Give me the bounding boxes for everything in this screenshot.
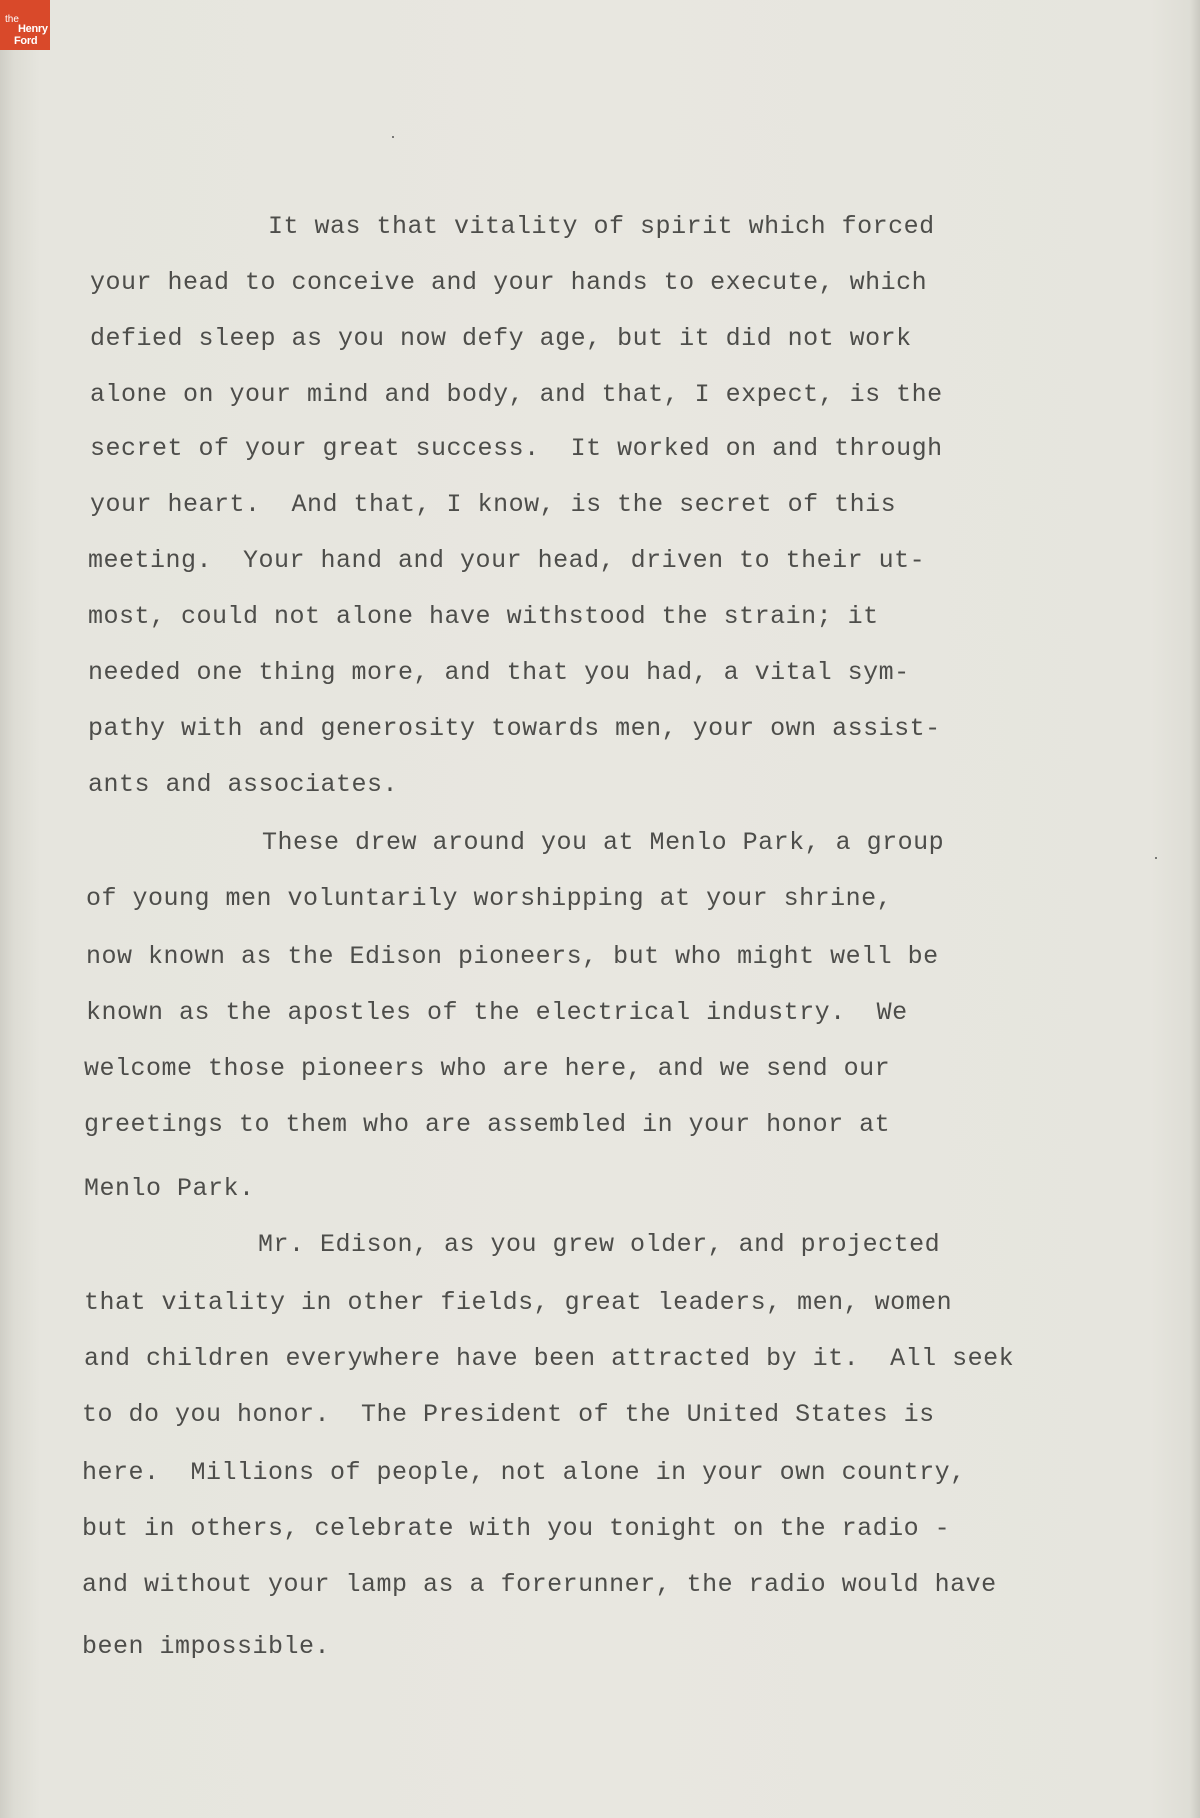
text-line: but in others, celebrate with you tonight on the radio - [82,1514,951,1543]
text-line: defied sleep as you now defy age, but it did not work [90,324,912,353]
text-line: of young men voluntarily worshipping at your shrine, [86,884,893,913]
text-line: known as the apostles of the electrical industry. We [86,998,908,1027]
text-line: alone on your mind and body, and that, I expect, is the [90,380,943,409]
text-line: Menlo Park. [84,1174,255,1203]
text-line: here. Millions of people, not alone in your own country, [82,1458,966,1487]
text-line: pathy with and generosity towards men, your own assist- [88,714,941,743]
text-line: your heart. And that, I know, is the secret of this [90,490,897,519]
text-line: needed one thing more, and that you had, a vital sym- [88,658,910,687]
paper-speck [392,136,394,138]
text-line: secret of your great success. It worked on and through [90,434,943,463]
text-line: greetings to them who are assembled in your honor at [84,1110,891,1139]
text-line: Mr. Edison, as you grew older, and projected [258,1230,941,1259]
text-line: to do you honor. The President of the United States is [82,1400,935,1429]
text-line: now known as the Edison pioneers, but who might well be [86,942,939,971]
text-line: and without your lamp as a forerunner, the radio would have [82,1570,997,1599]
text-line: meeting. Your hand and your head, driven to their ut- [88,546,926,575]
henry-ford-logo [0,0,50,50]
logo-text-henry: Henry [18,23,48,35]
page-edge-shadow [1190,0,1200,1818]
text-line: that vitality in other fields, great leaders, men, women [84,1288,953,1317]
text-line: ants and associates. [88,770,399,799]
text-line: and children everywhere have been attracted by it. All seek [84,1344,1015,1373]
text-line: welcome those pioneers who are here, and we send our [84,1054,891,1083]
text-line: It was that vitality of spirit which forced [268,212,935,241]
text-line: been impossible. [82,1632,331,1661]
text-line: most, could not alone have withstood the strain; it [88,602,879,631]
text-line: These drew around you at Menlo Park, a group [262,828,945,857]
logo-text-the: the [5,14,19,25]
paper-speck [1155,857,1157,859]
text-line: your head to conceive and your hands to execute, which [90,268,928,297]
logo-text-ford: Ford [14,35,38,47]
